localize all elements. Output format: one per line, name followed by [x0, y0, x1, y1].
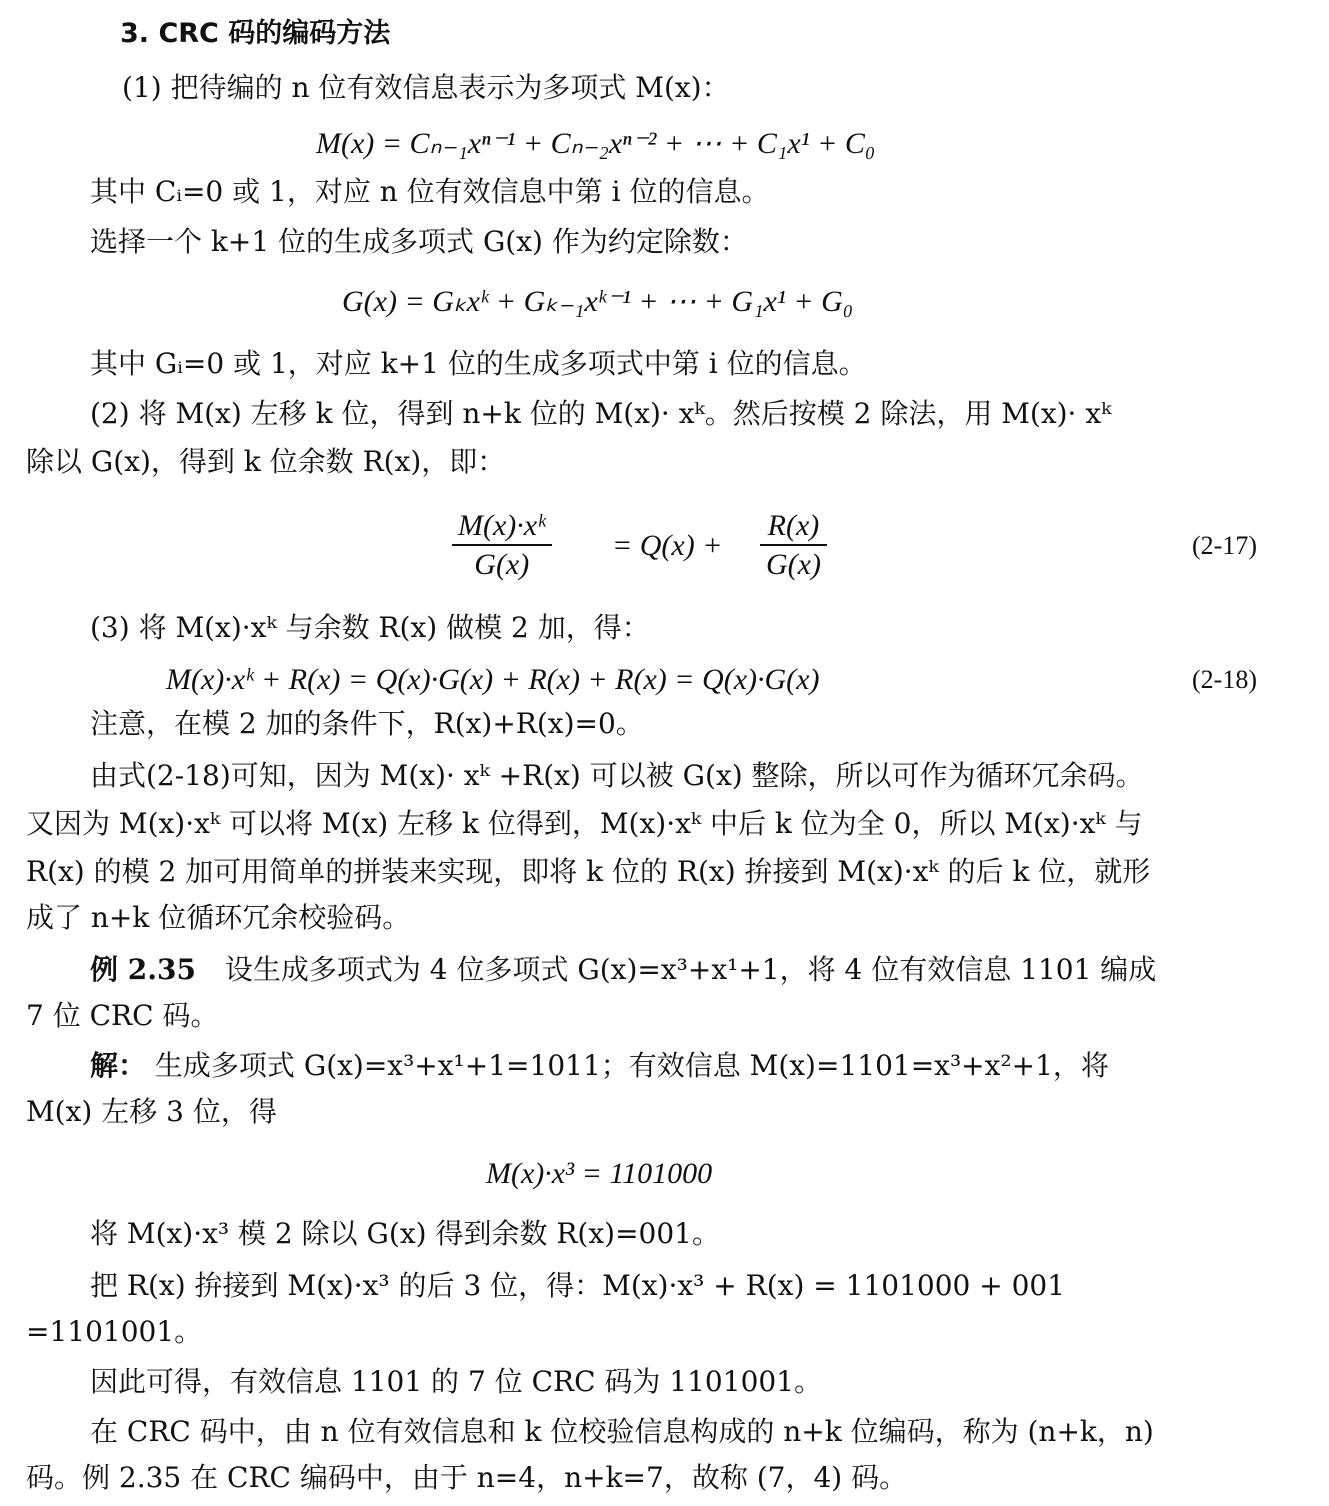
section-heading: 3. CRC 码的编码方法: [120, 18, 391, 49]
step-2-continued: 除以 G(x)，得到 k 位余数 R(x)，即：: [26, 445, 506, 478]
fraction-right-numerator: R(x): [760, 508, 827, 546]
paragraph-definition-end: 码。例 2.35 在 CRC 编码中，由于 n=4，n+k=7，故称 (7，4) 码。: [26, 1461, 908, 1494]
equation-mod2-add: M(x)·xᵏ + R(x) = Q(x)·G(x) + R(x) + R(x) = Q(x)·G(x): [166, 663, 820, 696]
solution-text: 生成多项式 G(x)=x³+x¹+1=1011；有效信息 M(x)=1101=x³+x²+1，将: [154, 1049, 1109, 1082]
example-line: [90, 950, 1156, 990]
fraction-right: [760, 508, 827, 584]
paragraph-note: 注意，在模 2 加的条件下，R(x)+R(x)=0。: [90, 707, 644, 740]
paragraph-definition: 在 CRC 码中，由 n 位有效信息和 k 位校验信息构成的 n+k 位编码，称为 (n+k，n): [90, 1415, 1154, 1448]
paragraph-concat: R(x) 的模 2 加可用简单的拼装来实现，即将 k 位的 R(x) 拚接到 M(x)·xᵏ 的后 k 位，就形: [26, 855, 1151, 888]
paragraph-remainder: 将 M(x)·x³ 模 2 除以 G(x) 得到余数 R(x)=001。: [90, 1217, 720, 1250]
step-3-text: (3) 将 M(x)·xᵏ 与余数 R(x) 做模 2 加，得：: [90, 611, 650, 644]
fraction-left: [452, 508, 552, 584]
paragraph-append: 把 R(x) 拚接到 M(x)·x³ 的后 3 位，得：M(x)·x³ + R(x) = 1101000 + 001: [90, 1269, 1066, 1302]
paragraph-ci-definition: 其中 Cᵢ=0 或 1，对应 n 位有效信息中第 i 位的信息。: [90, 175, 770, 208]
equation-g-x: G(x) = Gₖxᵏ + Gₖ₋₁xᵏ⁻¹ + ⋯ + G₁x¹ + G₀: [342, 285, 854, 318]
example-text: 设生成多项式为 4 位多项式 G(x)=x³+x¹+1，将 4 位有效信息 1101 编成: [224, 953, 1157, 986]
paragraph-divisible: 由式(2-18)可知，因为 M(x)· xᵏ +R(x) 可以被 G(x) 整除，所以可作为循环冗余码。: [90, 759, 1144, 792]
solution-label: 解：: [90, 1049, 147, 1082]
fraction-right-denominator: G(x): [766, 548, 821, 581]
fraction-left-denominator: G(x): [474, 548, 530, 581]
solution-line: [90, 1046, 1109, 1086]
equation-shifted: M(x)·x³ = 1101000: [486, 1157, 713, 1190]
equation-m-x: M(x) = Cₙ₋₁xⁿ⁻¹ + Cₙ₋₂xⁿ⁻² + ⋯ + C₁x¹ + C₀: [316, 127, 876, 160]
step-2-text: (2) 将 M(x) 左移 k 位，得到 n+k 位的 M(x)· xᵏ。然后按模 2 除法，用 M(x)· xᵏ: [90, 397, 1112, 430]
paragraph-result: 成了 n+k 位循环冗余校验码。: [26, 901, 411, 934]
paragraph-select-generator: 选择一个 k+1 位的生成多项式 G(x) 作为约定除数：: [90, 225, 748, 258]
paragraph-gi-definition: 其中 Gᵢ=0 或 1，对应 k+1 位的生成多项式中第 i 位的信息。: [90, 347, 867, 380]
paragraph-shift: 又因为 M(x)·xᵏ 可以将 M(x) 左移 k 位得到，M(x)·xᵏ 中后 k 位为全 0，所以 M(x)·xᵏ 与: [26, 807, 1143, 840]
step-1-text: (1) 把待编的 n 位有效信息表示为多项式 M(x)：: [122, 71, 730, 104]
paragraph-conclusion: 因此可得，有效信息 1101 的 7 位 CRC 码为 1101001。: [90, 1365, 823, 1398]
fraction-left-numerator: M(x)·xᵏ: [452, 508, 552, 546]
equation-number-2-17: (2-17): [1192, 531, 1257, 560]
example-continued: 7 位 CRC 码。: [26, 999, 219, 1032]
paragraph-append-result: =1101001。: [26, 1315, 203, 1348]
equation-middle: = Q(x) +: [612, 529, 723, 562]
equation-number-2-18: (2-18): [1192, 665, 1257, 694]
example-label: 例 2.35: [90, 953, 196, 986]
solution-continued: M(x) 左移 3 位，得: [26, 1095, 277, 1128]
